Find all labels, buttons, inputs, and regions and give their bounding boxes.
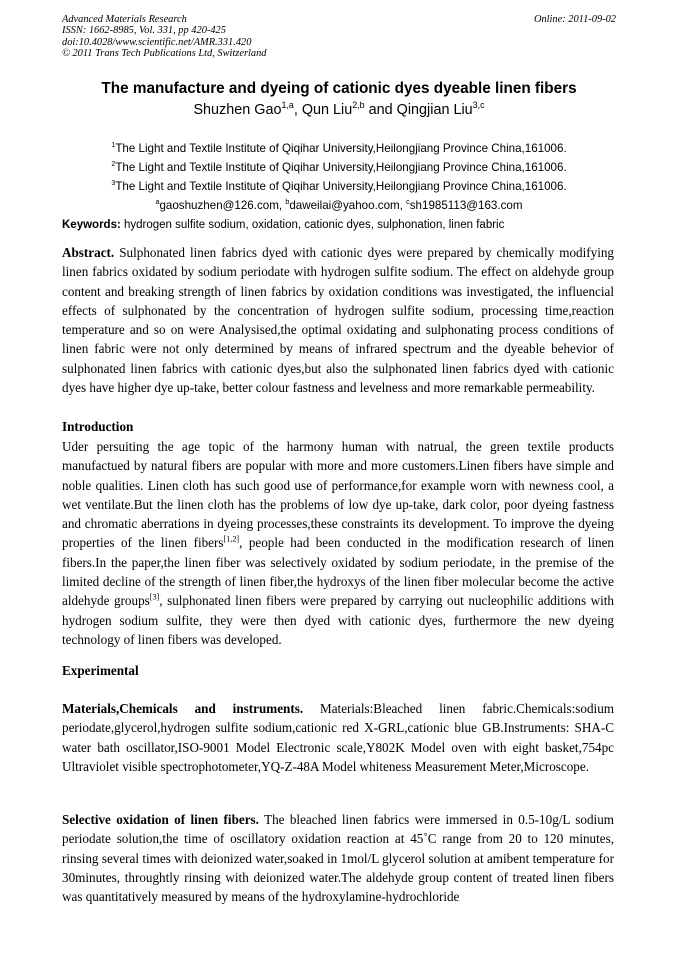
materials-text: Materials:Bleached linen fabric.Chemicals:sodium periodate,glycerol,hydrogen sulfite sodium,cationic red X-GRL,cationic blue GB.Instruments: SHA-C water bath oscillator,ISO-9001 Model Electronic scale,Y802K Model oven with eight basket,754pc Ultraviolet visible spectrophotometer,YQ-Z-48A Model whiteness Measurement Meter,Microscope. [62,701,615,774]
affiliation-number: 2 [111,159,116,169]
journal-doi: doi:10.4028/www.scientific.net/AMR.331.420 [62,36,252,48]
oxidation-text: The bleached linen fabrics were immersed in 0.5-10g/L sodium periodate solution,the time of oscillatory oxidation reaction at 45˚C range from 20 to 120 minutes, rinsing several times with deionized water,soaked in 1mol/L glycerol solution at amibent temperature for 30minutes, throughtly rinsing with deionized water.The aldehyde group content of treated linen fibers was quantitatively measured by means of the hydroxylamine-hydrochloride [62,812,614,905]
oxidation-label: Selective oxidation of linen fibers. [62,812,259,827]
author-separator: and [364,102,397,118]
oxidation-paragraph [62,810,614,906]
introduction-heading: Introduction [62,419,134,434]
affiliations [0,139,678,215]
author-affiliation-mark: 3,c [472,100,485,111]
abstract-label: Abstract. [62,245,115,260]
keywords [62,219,622,231]
abstract-text: Sulphonated linen fabrics dyed with cationic dyes were prepared by chemically modifying linen fabrics oxidated by sodium periodate with hydrogen sulfite sodium. The effect on aldehyde group content and breaking strength of linen fabrics by oxidation conditions was investigated, the influencial effects of sulphonated by the concentration of hydrogen sulfite sodium, processing time,reaction temperature and so on were Analysised,the optimal oxidating and sulphonating process conditions of linen fabric were not only determined by means of infrared spectrum and the dyeable behevior of sulphonated linen fabrics with cationic dyes,but also the sulphonated linen fabrics dyed with cationic dyes have higher dye up-take, better colour fastness and levelness and more remarkable permeability. [62,245,614,396]
affiliation-number: 1 [111,140,116,150]
journal-copyright: © 2011 Trans Tech Publications Ltd, Switzerland [62,48,267,60]
citation: [1,2] [223,535,240,545]
citation: [3] [149,593,160,602]
author-affiliation-mark: 1,a [281,100,294,111]
email-address: gaoshuzhen@126.com, [159,199,286,212]
abstract [62,243,614,397]
materials-paragraph [62,699,614,776]
author-separator: , [293,102,302,118]
materials-label: Materials,Chemicals and instruments. [62,701,304,716]
author-name: Shuzhen Gao [193,102,282,118]
affiliation-line: $^3$The Light and Textile Institute of Qiqihar University,Heilongjiang Province China,161006. [111,178,567,193]
affiliation-line: $^1$The Light and Textile Institute of Qiqihar University,Heilongjiang Province China,161006. [111,140,567,155]
email-address: sh1985113@163.com [409,199,523,212]
keywords-text: hydrogen sulfite sodium, oxidation, cationic dyes, sulphonation, linen fabric [120,219,505,231]
paper-title: The manufacture and dyeing of cationic dyes dyeable linen fibers [101,80,577,97]
email-line: $^a$gaoshuzhen@126.com, $^b$daweilai@yahoo.com, $^c$sh1985113@163.com [155,197,523,212]
author-list [0,102,678,118]
journal-issn: ISSN: 1662-8985, Vol. 331, pp 420-425 [62,25,226,37]
email-address: daweilai@yahoo.com, [289,199,407,212]
experimental-heading: Experimental [62,663,139,678]
affiliation-line: $^2$The Light and Textile Institute of Qiqihar University,Heilongjiang Province China,161006. [111,159,567,174]
author-name: Qun Liu [301,102,353,118]
introduction-body: Uder persuiting the age topic of the harmony human with natrual, the green textile products manufactued by natural fibers are popular with more and more customers.Linen fibers have simple and noble qualities. Linen cloth has such good use of performance,for example worn with newness cool, a wet ventilate.But the linen cloth has the problems of low dye up-take, dark color, poor dyeing fastness and chromatic aberrations in dyeing processes,these constraints its development. To improve the dyeing properties of the linen fibers[1,2], people had been conducted in the modification research of linen fibers.In the paper,the linen fiber was selectively oxidated by sodium periodate, in the premise of the limited decline of the strength of linen fiber,the hydroxys of the linen fiber molecular become the active aldehyde groups[3], sulphonated linen fibers were prepared by carrying out nucleophilic additions with hydrogen sodium sulfite, they were then dyed with cationic dyes, furthermore the new dyeing technology of linen fibers was developed. [62,439,614,647]
author-affiliation-mark: 2,b [352,100,365,111]
online-date: Online: 2011-09-02 [533,14,616,25]
journal-name: Advanced Materials Research [62,14,187,25]
author-name: Qingjian Liu [396,102,473,118]
keywords-label: Keywords: [62,219,121,231]
journal-header [62,14,616,60]
affiliation-number: 3 [111,178,116,188]
